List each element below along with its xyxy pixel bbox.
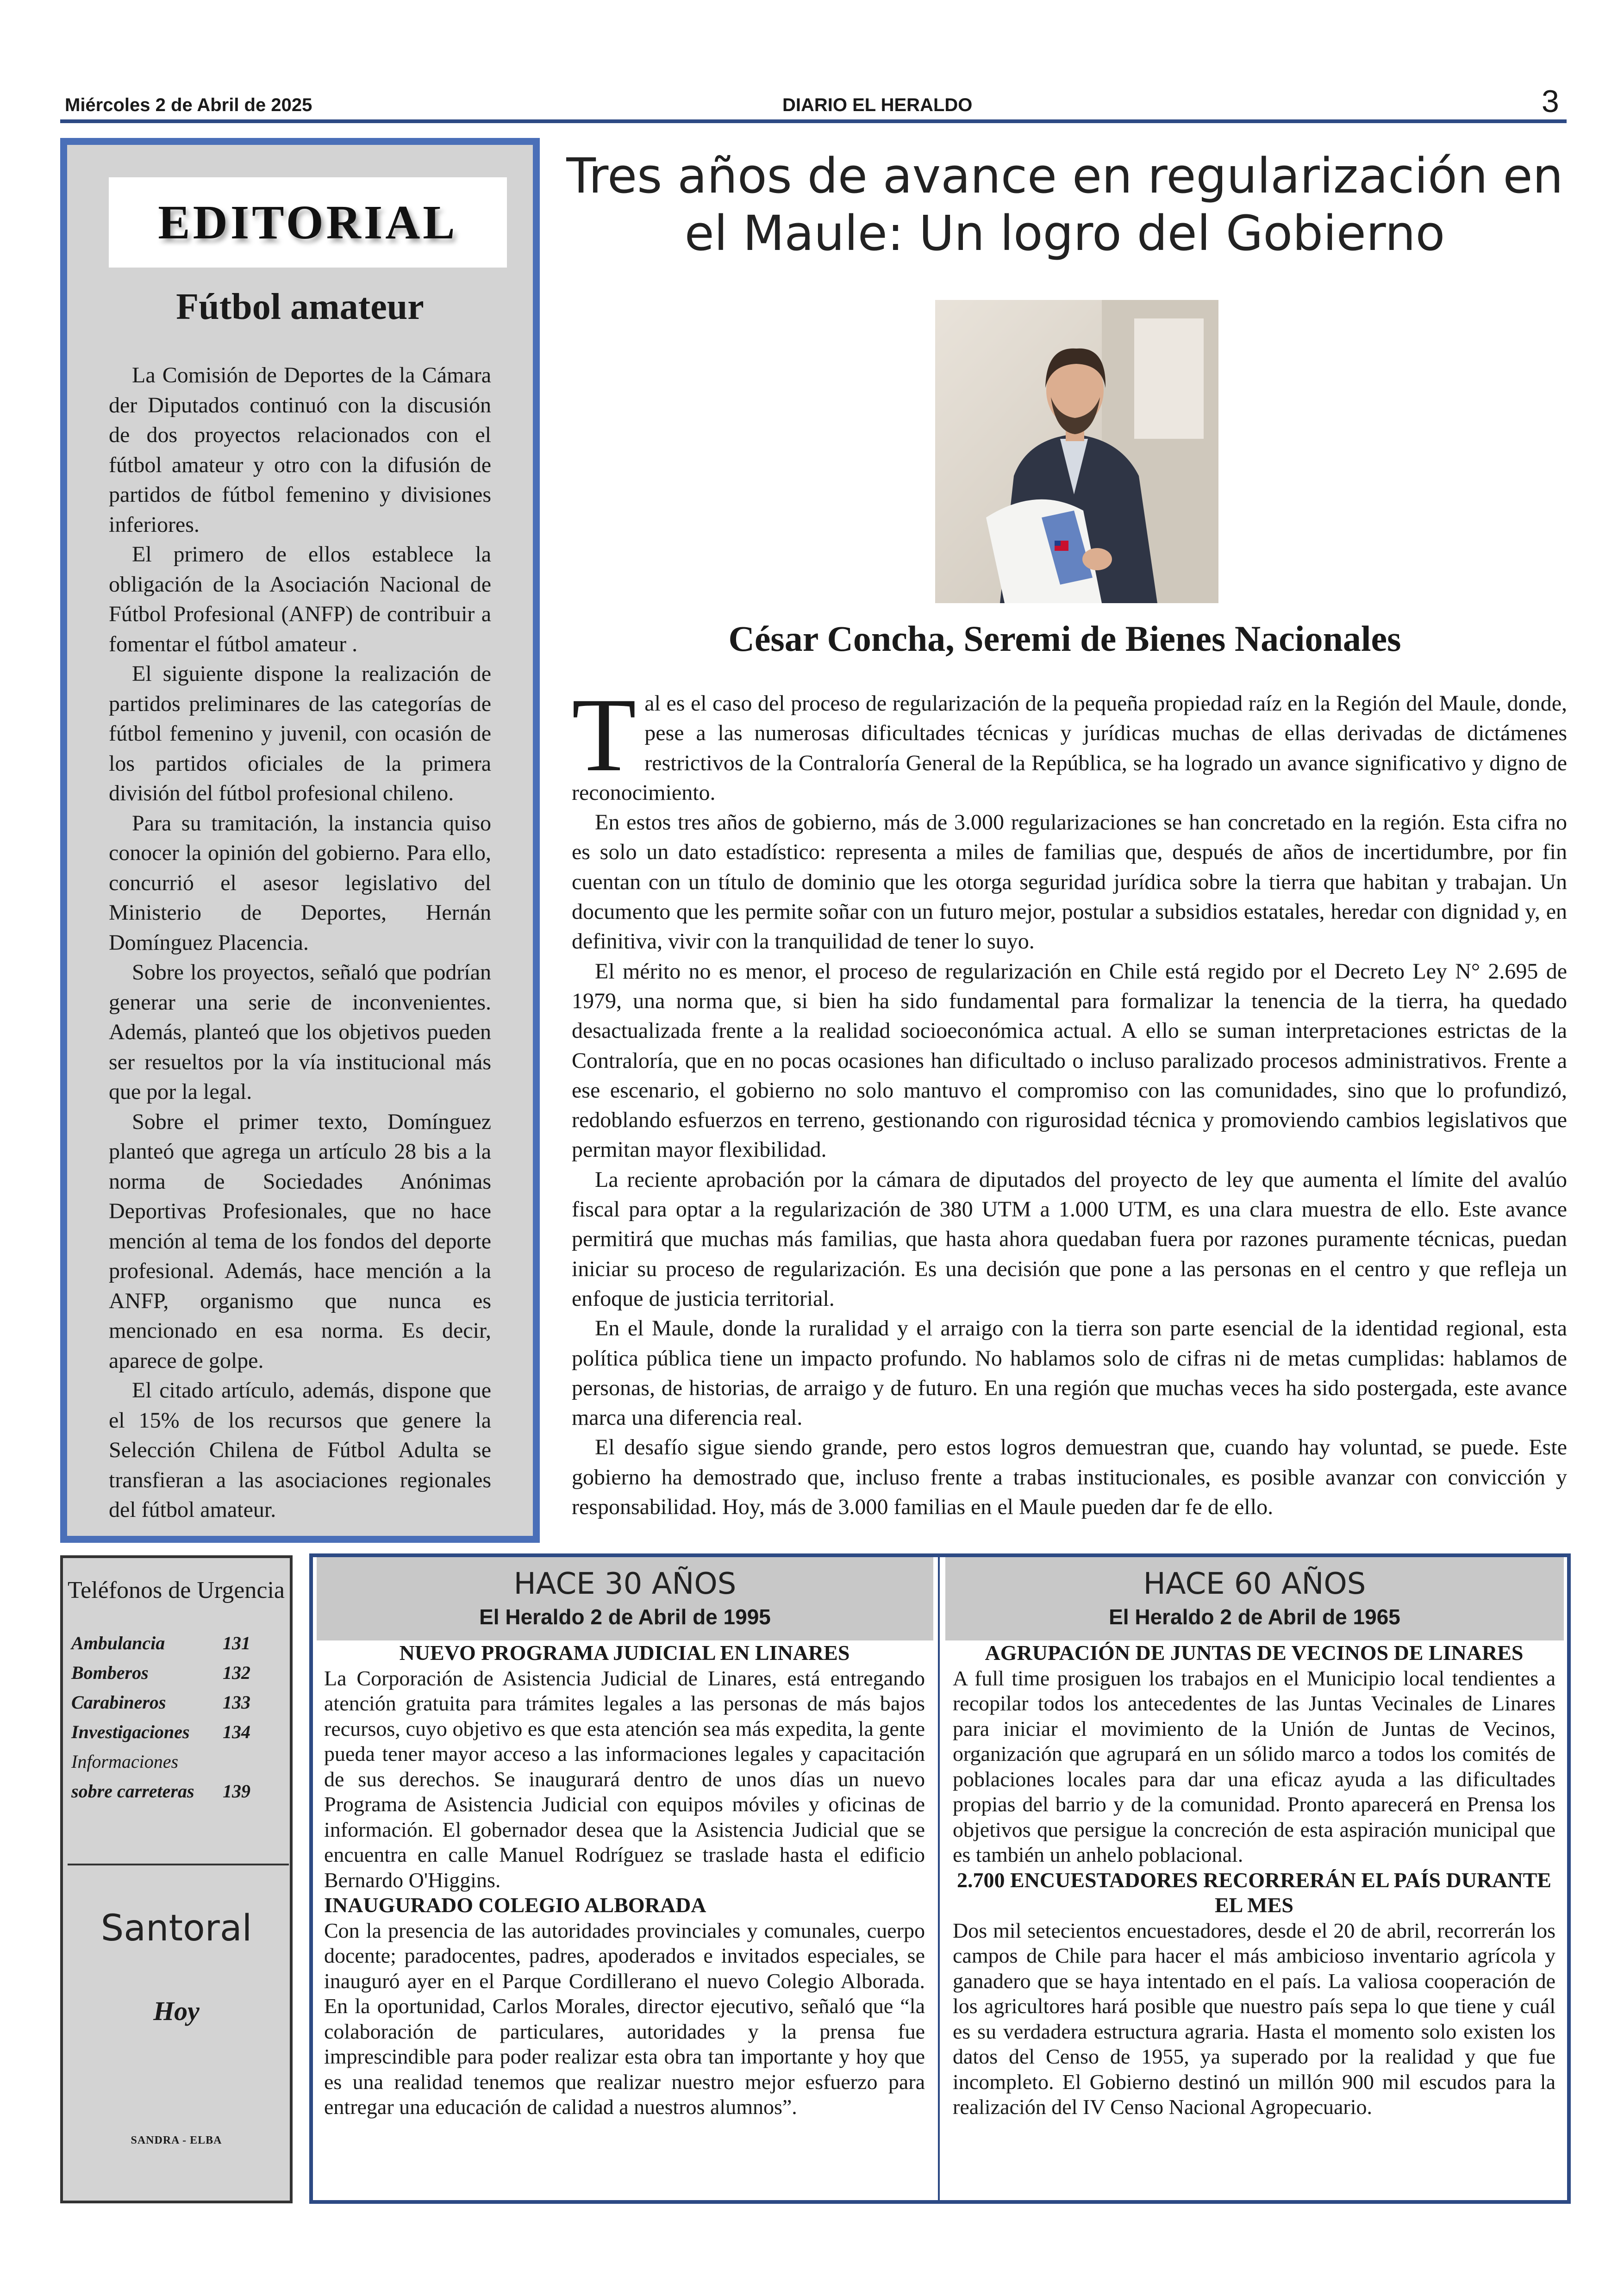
editorial-body <box>109 361 491 1525</box>
hace-60-story2-title: 2.700 ENCUESTADORES RECORRERÁN EL PAÍS DURANTE EL MES <box>957 1868 1551 1917</box>
hace-60-story2-body: Dos mil setecientos encuestadores, desde el 20 de abril, recorrerán los campos de Chile para hacer el más ambicioso inventario agrícola y ganadero que se haya intentado en el país. La valiosa cooperación de los agricultores hará posible que nuestro país sepa lo que tiene y cuál es su verdadera estructura agraria. Hasta el momento solo existen los datos del Censo de 1955, ya superado por la realidad y que fue incompleto. El Gobierno destinó un millón 900 mil escudos para la realización del IV Censo Nacional Agropecuario. <box>953 1918 1555 2119</box>
hace-30-story2-body: Con la presencia de las autoridades provinciales y comunales, cuerpo docente; paradocentes, padres, apoderados e invitados especiales, se inauguró ayer en el Parque Cordillerano el nuevo Colegio Alborada. En la oportunidad, Carlos Morales, director ejecutivo, señaló que “la colaboración de particulares, autoridades y la prensa fue imprescindible para poder realizar esta obra tan importante y hoy que es una realidad tenemos que realizar nuestro mejor esfuerzo para entregar una educación de calidad a nuestros alumnos”. <box>324 1918 925 2119</box>
hace-30-heading: HACE 30 AÑOS <box>513 1567 737 1601</box>
dropcap: T <box>572 677 637 793</box>
santoral-hoy: Hoy <box>153 1996 200 2026</box>
hace-column-divider <box>938 1557 940 2200</box>
editorial-paragraph: La Comisión de Deportes de la Cámara der Diputados continuó con la discusión de dos proyectos relacionados con el fútbol amateur y otro con la difusión de partidos de fútbol femenino y divisiones inferiores. <box>109 363 491 537</box>
editorial-paragraph: Sobre los proyectos, señaló que podrían generar una serie de inconvenientes. Además, planteó que los objetivos pueden ser resueltos por la vía institucional más que por la legal. <box>109 960 491 1104</box>
article-first-text: al es el caso del proceso de regularización de la pequeña propiedad raíz en la Región del Maule, donde, pese a las numerosas dificultades técnicas y jurídicas muchas de ellas derivadas de dictámenes restrictivos de la Contraloría General de la República, se ha logrado un avance significativo y digno de reconocimiento. <box>572 691 1567 805</box>
santoral-names: SANDRA - ELBA <box>131 2134 222 2146</box>
emergency-number-carabineros: 133 <box>223 1692 250 1713</box>
hace-60-subheading: El Heraldo 2 de Abril de 1965 <box>1109 1605 1400 1629</box>
emergency-label-carabineros: Carabineros <box>71 1692 166 1713</box>
hace-60-header <box>945 1557 1564 1640</box>
hace-60-text <box>945 1640 1564 2120</box>
emergency-info-number: 139 <box>223 1781 250 1802</box>
editorial-paragraph: El citado artículo, además, dispone que el 15% de los recursos que genere la Selección Chilena de Fútbol Adulta se transfieran a las asociaciones regionales del fútbol amateur. <box>109 1378 491 1522</box>
author-photo <box>935 300 1218 603</box>
emergency-label-investigaciones: Investigaciones <box>71 1721 190 1742</box>
article-first-paragraph <box>572 677 1567 808</box>
hace-60-story1-body: A full time prosiguen los trabajos en el Municipio local tendientes a recopilar todos los antecedentes de las Juntas Vecinales de Linares para iniciar el movimiento de la Unión de Juntas de Vecinos, organización que agrupará en un sólido marco a todos los comités de poblaciones locales para dar una eficaz ayuda a las dificultades propias del barrio y de la comunidad. Pronto aparecerá en Prensa los objetivos que persigue la concreción de esta aspiración municipal que es también un anhelo poblacional. <box>953 1666 1555 1866</box>
emergency-number-bomberos: 132 <box>223 1662 250 1683</box>
hace-60-column <box>945 1557 1564 2200</box>
side-divider <box>68 1864 289 1865</box>
hace-30-story1-title: NUEVO PROGRAMA JUDICIAL EN LINARES <box>399 1641 850 1665</box>
article-paragraph: La reciente aprobación por la cámara de diputados del proyecto de ley que aumenta el límite del avalúo fiscal para optar a la regularización de 380 UTM a 1.000 UTM, es una clara muestra de ello. Este avance permitirá que muchas más familias, que hasta ahora quedaban fuera por razones puramente técnicas, puedan iniciar su proceso de regularización. Es una decisión que pone a las personas en el centro y que refleja un enfoque de justicia territorial. <box>572 1167 1567 1311</box>
article-paragraph: El desafío sigue siendo grande, pero estos logros demuestran que, cuando hay voluntad, se puede. Este gobierno ha demostrado que, incluso frente a trabas institucionales, es posible avanzar con convicción y responsabilidad. Hoy, más de 3.000 familias en el Maule pueden dar fe de ello. <box>572 1435 1567 1520</box>
hace-30-text <box>317 1640 933 2120</box>
hace-anos-box <box>309 1553 1571 2204</box>
emergency-santoral-box <box>60 1555 293 2203</box>
article-paragraph: En estos tres años de gobierno, más de 3.000 regularizaciones se han concretado en la región. Esta cifra no es solo un dato estadístico: representa a miles de familias que, después de años de incertidumbre, por fin cuentan con un título de dominio que les otorga seguridad jurídica sobre la tierra que habitan y trabajan. Un documento que les permite soñar con un futuro mejor, postular a subsidios estatales, heredar con dignidad y, en definitiva, vivir con la tranquilidad de tener lo suyo. <box>572 810 1567 954</box>
emergency-info-line2: sobre carreteras <box>71 1781 194 1802</box>
newspaper-name: DIARIO EL HERALDO <box>782 95 973 115</box>
emergency-info-line1: Informaciones <box>71 1751 179 1772</box>
article-body <box>572 677 1567 1522</box>
hace-30-story2-title: INAUGURADO COLEGIO ALBORADA <box>324 1893 706 1917</box>
emergency-number-ambulancia: 131 <box>223 1633 250 1653</box>
emergency-number-investigaciones: 134 <box>223 1721 250 1742</box>
article-paragraph: En el Maule, donde la ruralidad y el arraigo con la tierra son parte esencial de la identidad regional, esta política pública tiene un impacto profundo. No hablamos solo de cifras ni de metas cumplidas: hablamos de personas, de historias, de arraigo y de futuro. En una región que muchas veces ha sido postergada, este avance marca una diferencia real. <box>572 1316 1567 1430</box>
editorial-title: Fútbol amateur <box>176 287 424 327</box>
emergency-label-ambulancia: Ambulancia <box>71 1633 165 1653</box>
article-title: Tres años de avance en regularización en el Maule: Un logro del Gobierno <box>566 148 1563 262</box>
emergency-title: Teléfonos de Urgencia <box>68 1577 285 1603</box>
editorial-paragraph: Para su tramitación, la instancia quiso conocer la opinión del gobierno. Para ello, concurrió el asesor legislativo del Ministerio de Deportes, Hernán Domínguez Placencia. <box>109 811 491 955</box>
hace-30-story1-body: La Corporación de Asistencia Judicial de Linares, está entregando atención gratuita para trámites legales a las personas de más bajos recursos, cuyo objetivo es que esta atención sea más expedita, la gente pueda tener mayor acceso a las informaciones legales y capacitación de sus derechos. Se inaugurará dentro de unos días un nuevo Programa de Asistencia Judicial con equipos móviles y oficinas de información. El gobernador desea que la Asistencia Judicial que se encuentra en calle Manuel Rodríguez se traslade hasta el edificio Bernardo O'Higgins. <box>324 1666 925 1892</box>
header-rule <box>60 119 1567 123</box>
editorial-box <box>60 138 540 1543</box>
author-photo-illustration <box>935 300 1218 603</box>
editorial-paragraph: El primero de ellos establece la obligación de la Asociación Nacional de Fútbol Profesional (ANFP) de contribuir a fomentar el fútbol amateur . <box>109 542 491 656</box>
editorial-paragraph: El siguiente dispone la realización de partidos preliminares de las categorías de fútbol femenino y juvenil, con ocasión de los partidos oficiales de la primera división del fútbol profesional chileno. <box>109 661 491 805</box>
article-paragraph: El mérito no es menor, el proceso de regularización en Chile está regido por el Decreto Ley N° 2.695 de 1979, una norma que, si bien ha sido fundamental para formalizar la tenencia de la tierra, ha quedado desactualizada frente a la realidad socioeconómica actual. A ello se suman interpretaciones estrictas de la Contraloría, que en no pocas ocasiones han dificultado o incluso paralizado procesos administrativos. Frente a ese escenario, el gobierno no solo mantuvo el compromiso con las comunidades, sino que lo profundizó, redoblando esfuerzos en terreno, gestionando con rigurosidad técnica y promoviendo cambios legislativos que permitan mayor flexibilidad. <box>572 959 1567 1162</box>
hace-30-subheading: El Heraldo 2 de Abril de 1995 <box>479 1605 771 1629</box>
editorial-paragraph: Sobre el primer texto, Domínguez planteó que agrega un artículo 28 bis a la norma de Sociedades Anónimas Deportivas Profesionales, que no hace mención al tema de los fondos del deporte profesional. Además, hace mención a la ANFP, organismo que nunca es mencionado en esa norma. Es decir, aparece de golpe. <box>109 1109 491 1373</box>
page-number: 3 <box>1542 84 1559 119</box>
article-subtitle: César Concha, Seremi de Bienes Nacionales <box>728 618 1401 659</box>
header-date: Miércoles 2 de Abril de 2025 <box>65 95 312 115</box>
hace-30-column <box>317 1557 933 2200</box>
emergency-label-bomberos: Bomberos <box>71 1662 149 1683</box>
hace-60-story1-title: AGRUPACIÓN DE JUNTAS DE VECINOS DE LINARES <box>985 1641 1524 1665</box>
santoral-title: Santoral <box>100 1908 252 1949</box>
hace-60-heading: HACE 60 AÑOS <box>1143 1567 1366 1601</box>
hace-30-header <box>317 1557 933 1640</box>
editorial-badge: EDITORIAL <box>109 177 507 268</box>
